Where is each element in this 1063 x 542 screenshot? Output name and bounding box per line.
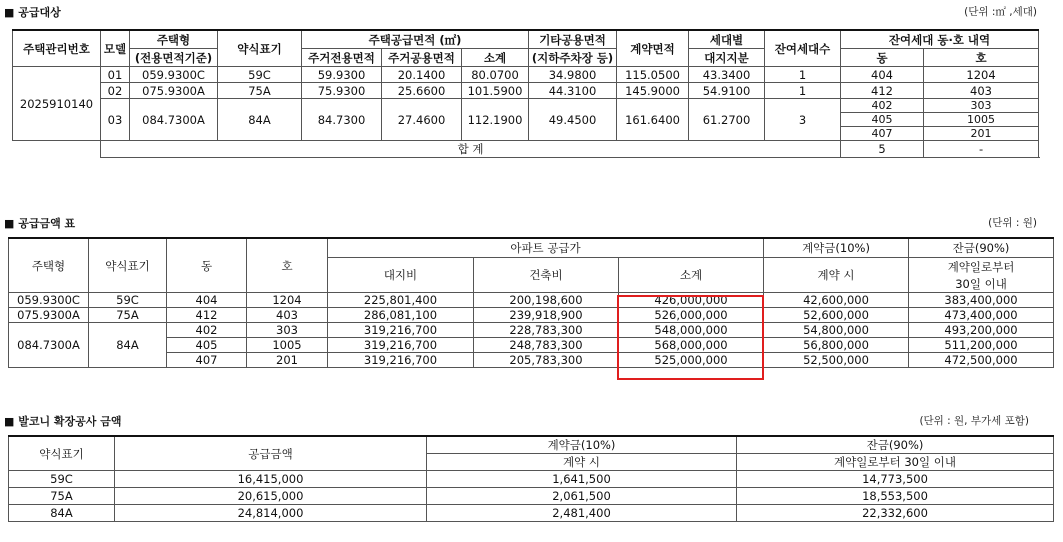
- deposit-cell: 42,600,000: [764, 293, 909, 308]
- table-row: [9, 293, 1054, 308]
- subtotal-cell: 101.5900: [462, 83, 529, 99]
- ho-cell: 1204: [247, 293, 328, 308]
- deposit-cell: 52,600,000: [764, 308, 909, 323]
- deposit-cell: 54,800,000: [764, 323, 909, 338]
- dong-cell: 404: [167, 293, 247, 308]
- land-cell: 43.3400: [689, 67, 765, 83]
- total-row: [13, 141, 1039, 158]
- land-cell: 319,216,700: [328, 338, 474, 353]
- balance-cell: 22,332,600: [737, 505, 1054, 522]
- deposit-cell: 1,641,500: [427, 471, 737, 488]
- header-balance-sub: 계약일로부터 30일 이내: [737, 454, 1054, 471]
- private-cell: 75.9300: [302, 83, 382, 99]
- subtotal-cell: 526,000,000: [619, 308, 764, 323]
- type-cell: 075.9300A: [9, 308, 89, 323]
- build-cell: 239,918,900: [474, 308, 619, 323]
- supply-price-table: [8, 237, 1054, 368]
- header-deposit-sub: 계약 시: [764, 258, 909, 293]
- label-cell: 75A: [89, 308, 167, 323]
- deposit-cell: 56,800,000: [764, 338, 909, 353]
- ho-cell: 1005: [247, 338, 328, 353]
- table-row: [13, 83, 1039, 99]
- header-label: 약식표기: [89, 238, 167, 293]
- supply-cell: 24,814,000: [115, 505, 427, 522]
- header-land: 대지비: [328, 258, 474, 293]
- land-cell: 225,801,400: [328, 293, 474, 308]
- model-cell: 02: [101, 83, 130, 99]
- header-subtotal: 소계: [462, 49, 529, 67]
- header-type-top: 주택형: [130, 30, 218, 49]
- subtotal-cell: 426,000,000: [619, 293, 764, 308]
- balance-cell: 18,553,500: [737, 488, 1054, 505]
- label-cell: 84A: [89, 323, 167, 368]
- table-row: [9, 308, 1054, 323]
- table-row: [9, 505, 1054, 522]
- label-cell: 84A: [9, 505, 115, 522]
- balance-cell: 473,400,000: [909, 308, 1054, 323]
- dong-cell: 412: [841, 83, 924, 99]
- common-cell: 20.1400: [382, 67, 462, 83]
- dong-cell: 402: [167, 323, 247, 338]
- remain-cell: 1: [765, 67, 841, 83]
- subtotal-cell: 525,000,000: [619, 353, 764, 368]
- type-cell: 059.9300C: [130, 67, 218, 83]
- contract-cell: 145.9000: [617, 83, 689, 99]
- header-apt-price: 아파트 공급가: [328, 238, 764, 258]
- header-mgmt-no: 주택관리번호: [13, 30, 101, 67]
- ho-cell: 201: [924, 127, 1039, 141]
- table-row: [13, 99, 1039, 113]
- contract-cell: 161.6400: [617, 99, 689, 141]
- header-deposit-sub: 계약 시: [427, 454, 737, 471]
- supply-cell: 20,615,000: [115, 488, 427, 505]
- subtotal-cell: 112.1900: [462, 99, 529, 141]
- header-ho: 호: [247, 238, 328, 293]
- dong-cell: 405: [167, 338, 247, 353]
- private-cell: 84.7300: [302, 99, 382, 141]
- dong-cell: 404: [841, 67, 924, 83]
- table-row: [9, 488, 1054, 505]
- subtotal-cell: 80.0700: [462, 67, 529, 83]
- build-cell: 205,783,300: [474, 353, 619, 368]
- land-cell: 319,216,700: [328, 353, 474, 368]
- label-cell: 75A: [9, 488, 115, 505]
- other-cell: 44.3100: [529, 83, 617, 99]
- remain-cell: 3: [765, 99, 841, 141]
- contract-cell: 115.0500: [617, 67, 689, 83]
- dong-cell: 402: [841, 99, 924, 113]
- header-land-top: 세대별: [689, 30, 765, 49]
- common-cell: 25.6600: [382, 83, 462, 99]
- supply-target-table: [12, 29, 1039, 158]
- header-type: 주택형: [9, 238, 89, 293]
- type-cell: 084.7300A: [9, 323, 89, 368]
- header-balance-sub1: 계약일로부터: [909, 258, 1054, 276]
- section-title-balcony: ■ 발코니 확장공사 금액: [4, 415, 122, 428]
- section-title-supply-target: ■ 공급대상: [4, 6, 61, 19]
- dong-cell: 407: [167, 353, 247, 368]
- header-supply: 공급금액: [115, 436, 427, 471]
- dong-cell: 412: [167, 308, 247, 323]
- supply-cell: 16,415,000: [115, 471, 427, 488]
- section-title-supply-price: ■ 공급금액 표: [4, 217, 76, 230]
- label-cell: 75A: [218, 83, 302, 99]
- header-other-bottom: (지하주차장 등): [529, 49, 617, 67]
- mgmt-no-cell: 2025910140: [13, 67, 101, 141]
- land-cell: 54.9100: [689, 83, 765, 99]
- header-dong: 동: [841, 49, 924, 67]
- ho-cell: 303: [247, 323, 328, 338]
- unit-label-supply-target: (단위 :㎡ ,세대): [964, 6, 1037, 18]
- unit-label-supply-price: (단위 : 원): [988, 217, 1037, 229]
- header-balance: 잔금(90%): [909, 238, 1054, 258]
- header-private: 주거전용면적: [302, 49, 382, 67]
- header-supply-area: 주택공급면적 (㎡): [302, 30, 529, 49]
- ho-cell: 303: [924, 99, 1039, 113]
- ho-cell: 403: [247, 308, 328, 323]
- header-model: 모델: [101, 30, 130, 67]
- build-cell: 248,783,300: [474, 338, 619, 353]
- header-label: 약식표기: [218, 30, 302, 67]
- total-remain: 5: [841, 141, 924, 158]
- model-cell: 03: [101, 99, 130, 141]
- ho-cell: 1204: [924, 67, 1039, 83]
- unit-label-balcony: (단위 : 원, 부가세 포함): [919, 415, 1029, 427]
- header-land-bottom: 대지지분: [689, 49, 765, 67]
- balance-cell: 383,400,000: [909, 293, 1054, 308]
- build-cell: 228,783,300: [474, 323, 619, 338]
- header-deposit: 계약금(10%): [427, 436, 737, 454]
- header-deposit: 계약금(10%): [764, 238, 909, 258]
- other-cell: 49.4500: [529, 99, 617, 141]
- ho-cell: 403: [924, 83, 1039, 99]
- build-cell: 200,198,600: [474, 293, 619, 308]
- subtotal-cell: 568,000,000: [619, 338, 764, 353]
- deposit-cell: 2,481,400: [427, 505, 737, 522]
- table-row: [9, 471, 1054, 488]
- total-label: 합 계: [101, 141, 841, 158]
- dong-cell: 407: [841, 127, 924, 141]
- header-common: 주거공용면적: [382, 49, 462, 67]
- header-remain: 잔여세대수: [765, 30, 841, 67]
- land-cell: 319,216,700: [328, 323, 474, 338]
- land-cell: 286,081,100: [328, 308, 474, 323]
- label-cell: 59C: [9, 471, 115, 488]
- subtotal-highlight-box: [617, 295, 764, 380]
- balcony-price-table: [8, 435, 1054, 522]
- dong-cell: 405: [841, 113, 924, 127]
- label-cell: 59C: [89, 293, 167, 308]
- table-row: [13, 67, 1039, 83]
- header-other-top: 기타공용면적: [529, 30, 617, 49]
- private-cell: 59.9300: [302, 67, 382, 83]
- header-balance: 잔금(90%): [737, 436, 1054, 454]
- subtotal-cell: 548,000,000: [619, 323, 764, 338]
- remain-cell: 1: [765, 83, 841, 99]
- header-type-bottom: (전용면적기준): [130, 49, 218, 67]
- ho-cell: 201: [247, 353, 328, 368]
- balance-cell: 472,500,000: [909, 353, 1054, 368]
- model-cell: 01: [101, 67, 130, 83]
- table-row: [9, 323, 1054, 338]
- type-cell: 075.9300A: [130, 83, 218, 99]
- header-build: 건축비: [474, 258, 619, 293]
- deposit-cell: 52,500,000: [764, 353, 909, 368]
- deposit-cell: 2,061,500: [427, 488, 737, 505]
- header-ho: 호: [924, 49, 1039, 67]
- header-balance-sub2: 30일 이내: [909, 275, 1054, 293]
- header-contract: 계약면적: [617, 30, 689, 67]
- header-label: 약식표기: [9, 436, 115, 471]
- common-cell: 27.4600: [382, 99, 462, 141]
- ho-cell: 1005: [924, 113, 1039, 127]
- land-cell: 61.2700: [689, 99, 765, 141]
- type-cell: 059.9300C: [9, 293, 89, 308]
- label-cell: 59C: [218, 67, 302, 83]
- header-subtotal: 소계: [619, 258, 764, 293]
- balance-cell: 493,200,000: [909, 323, 1054, 338]
- total-detail: -: [924, 141, 1039, 158]
- other-cell: 34.9800: [529, 67, 617, 83]
- balance-cell: 14,773,500: [737, 471, 1054, 488]
- label-cell: 84A: [218, 99, 302, 141]
- type-cell: 084.7300A: [130, 99, 218, 141]
- header-dong: 동: [167, 238, 247, 293]
- header-detail: 잔여세대 동·호 내역: [841, 30, 1039, 49]
- balance-cell: 511,200,000: [909, 338, 1054, 353]
